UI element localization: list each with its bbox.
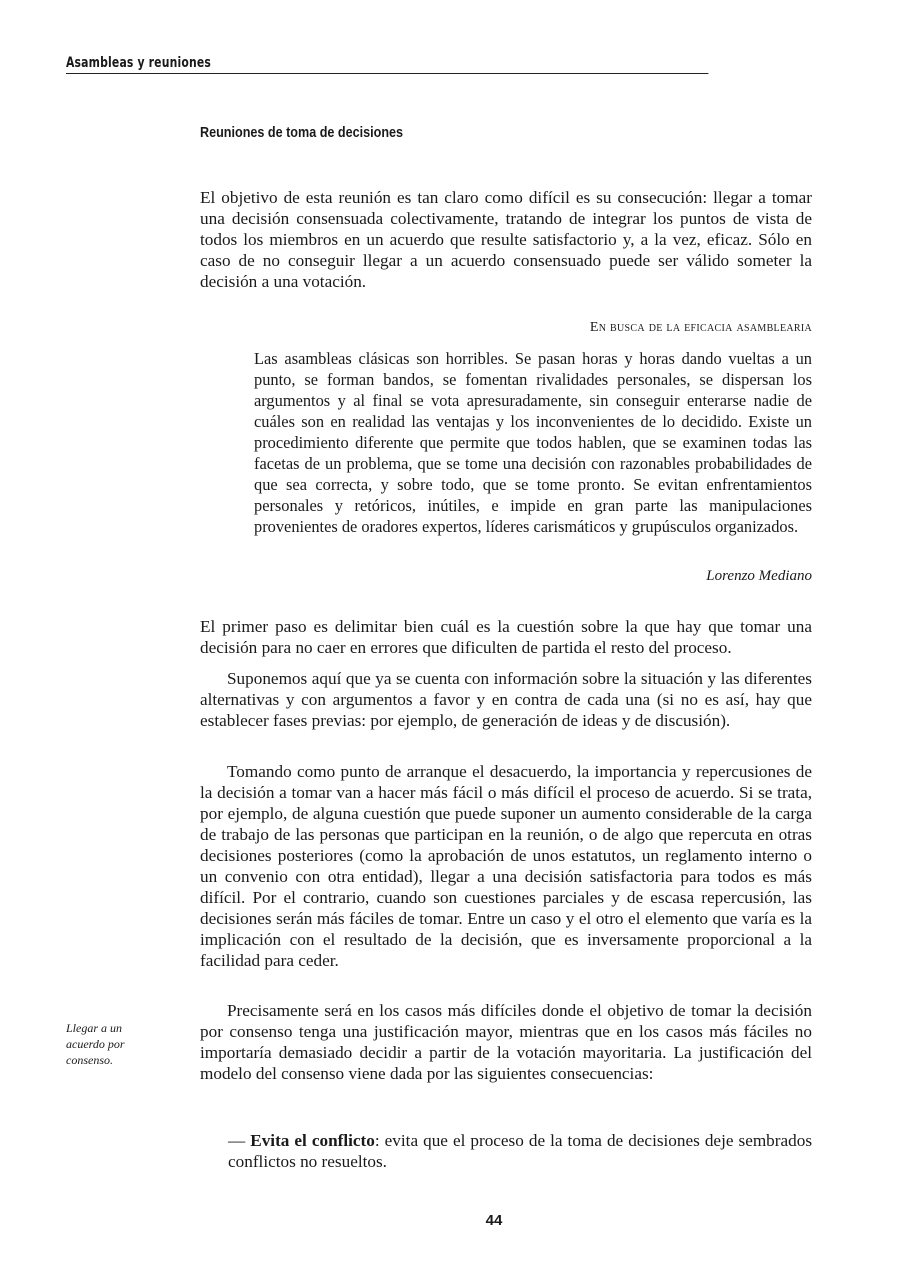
quote-author: Lorenzo Mediano [706, 568, 812, 584]
section-heading: Reuniones de toma de decisiones [200, 124, 404, 141]
paragraph-3: Tomando como punto de arranque el desacuerdo, la importancia y repercusiones de la decisión a tomar van a hacer más fácil o más difícil el proceso de acuerdo. Si se trata, por ejemplo, de alguna cuestión que puede suponer un aumento considerable de la carga de trabajo de las personas que participan en la reunión, o de algo que repercuta en otras decisiones posteriores (como la aprobación de unos estatutos, un reglamento interno o un convenio con otra entidad), llegar a una decisión satisfactoria para todos es más difícil. Por el contrario, cuando son cuestiones parciales y de escasa repercusión, las decisiones serán más fáciles de tomar. Entre un caso y el otro el elemento que varía es la implicación con el resultado de la decisión, que es inversamente proporcional a la facilidad para ceder. [200, 762, 812, 970]
box-title: En busca de la eficacia asamblearia [589, 320, 812, 335]
running-head-text: Asambleas y reuniones [66, 55, 211, 71]
paragraph-2: Suponemos aquí que ya se cuenta con información sobre la situación y las diferentes alternativas y con argumentos a favor y en contra de cada una (si no es así, hay que establecer fases previas: por ejemplo, de generación de ideas y de discusión). [200, 669, 812, 730]
bullet-item [228, 1130, 812, 1172]
box-quote: Las asambleas clásicas son horribles. Se pasan horas y horas dando vueltas a un punto, se forman bandos, se fomentan rivalidades personales, se dispersan los argumentos y al final se vota apresuradamente, sin conseguir enterarse nadie de cuáles son en realidad las ventajas y los inconvenientes de lo decidido. Existe un procedimiento diferente que permite que todos hablen, que se examinen todas las facetas de un problema, que se tome una decisión con razonables probabilidades de que sea correcta, y sobre todo, que se tome pronto. Se evitan enfrentamientos personales y retóricos, inútiles, e impide en gran parte las manipulaciones provenientes de oradores expertos, líderes carismáticos y grupúsculos organizados. [254, 349, 812, 536]
bullet-term: Evita el conflicto [250, 1131, 375, 1150]
running-head [66, 55, 708, 74]
intro-paragraph: El objetivo de esta reunión es tan claro como difícil es su consecución: llegar a tomar una decisión consensuada colectivamente, tratando de integrar los puntos de vista de todos los miembros en un acuerdo que resulte satisfactorio y, a la vez, eficaz. Sólo en caso de no conseguir llegar a un acuerdo consensuado puede ser válido someter la decisión a una votación. [200, 188, 812, 291]
margin-note: Llegar a un acuerdo por consenso. [66, 1021, 125, 1067]
paragraph-1: El primer paso es delimitar bien cuál es la cuestión sobre la que hay que tomar una decisión para no caer en errores que dificulten de partida el resto del proceso. [200, 617, 812, 657]
bullet-text: : evita que el proceso de la toma de decisiones deje sembrados conflictos no resueltos. [228, 1131, 813, 1171]
bullet-dash: — [228, 1131, 246, 1150]
paragraph-4: Precisamente será en los casos más difíciles donde el objetivo de tomar la decisión por consenso tenga una justificación mayor, mientras que en los casos más fáciles no importaría demasiado decidir a partir de la votación mayoritaria. La justificación del modelo del consenso viene dada por las siguientes consecuencias: [200, 1001, 812, 1083]
page-number: 44 [485, 1212, 503, 1229]
